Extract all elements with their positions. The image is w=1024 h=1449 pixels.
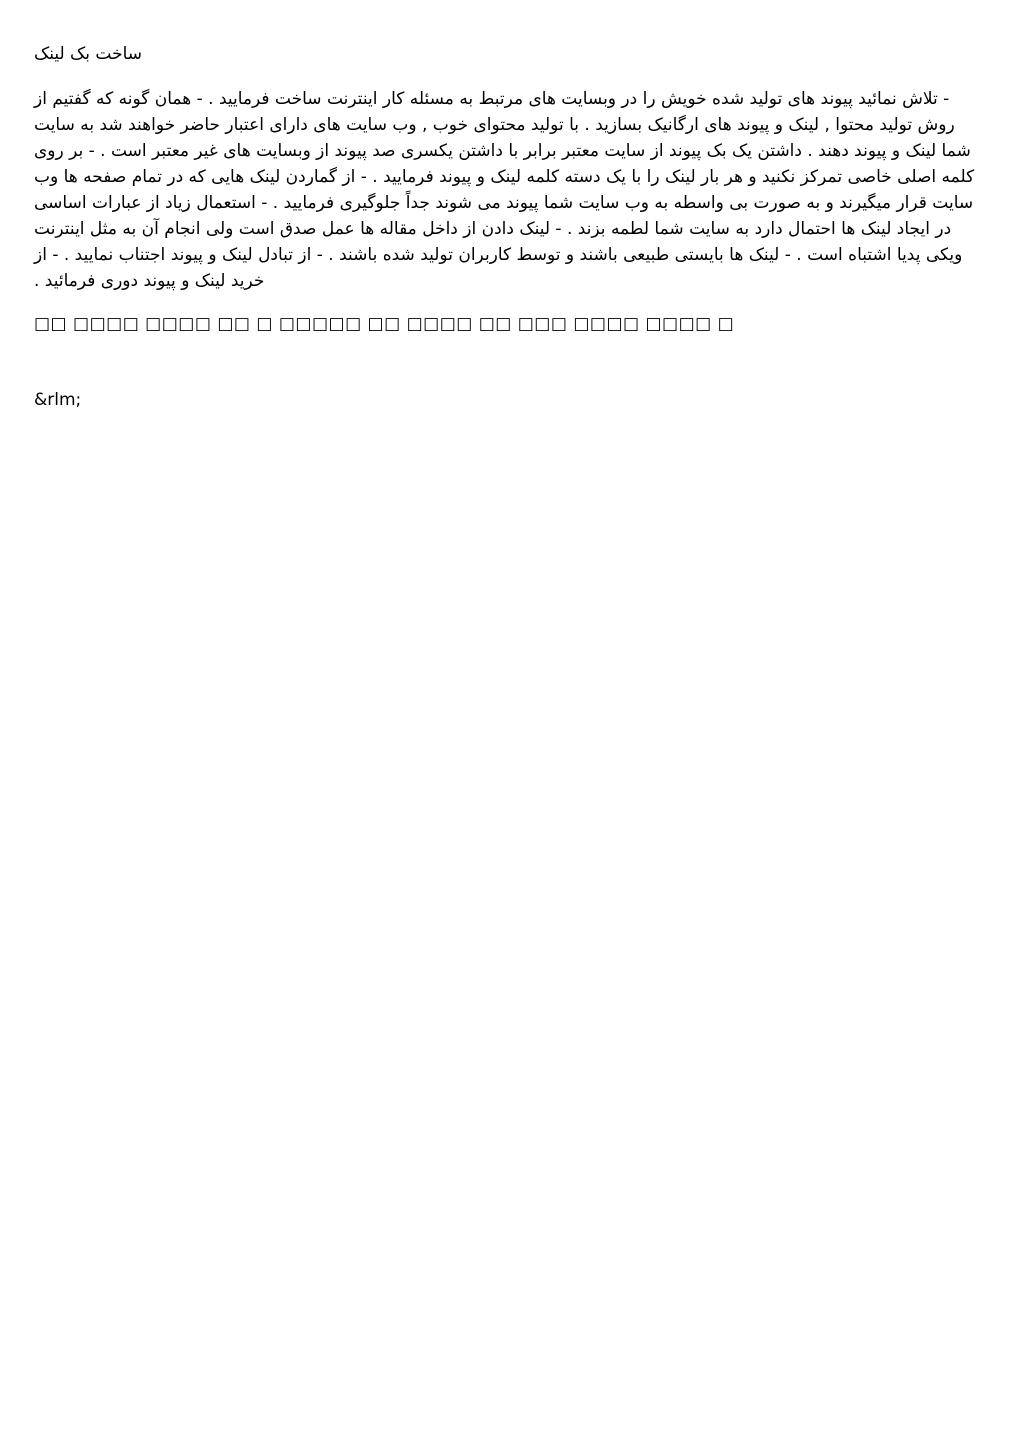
document-title: ساخت بک لینک [34, 44, 143, 64]
document-body-paragraph: - تلاش نمائید پیوند های تولید شده خویش را در وبسایت های مرتبط به مسئله کار اینترنت ساخت فرمایید . - همان گونه که گفتیم از روش تولید محتوا , لینک و پیوند های ارگانیک بسازید . با تولید محتوای خوب , وب سایت های دارای اعتبار حاضر خواهند شد به سایت شما لینک و پیوند دهند . داشتن یک بک پیوند از سایت معتبر برابر با داشتن یکسری صد پیوند از وبسایت های غیر معتبر است . - بر روی کلمه اصلی خاصی تمرکز نکنید و هر بار لینک را با یک دسته کلمه لینک و پیوند فرمایید . - از گماردن لینک هایی که در تمام صفحه ها وب سایت قرار میگیرند و به صورت بی واسطه به وب سایت شما پیوند می شوند جداً جلوگیری فرمایید . - استعمال زیاد از عبارات اساسی در ایجاد لینک ها احتمال دارد به سایت شما لطمه بزند . - لینک دادن از داخل مقاله ها عمل صدق است ولی انجام آن به مثل اینترنت ویکی پدیا اشتباه است . - لینک ها بایستی طبیعی باشند و توسط کاربران تولید شده باشند . - از تبادل لینک و پیوند اجتناب نمایید . - از خرید لینک و پیوند دوری فرمائید . [34, 89, 975, 291]
unrendered-text-line: □□ □□□□ □□□□ □□ □ □□□□□ □□ □□□□ □□ □□□ □□□□ □□□□ □ [34, 314, 735, 334]
rlm-entity-text: &rlm; [34, 390, 82, 410]
document-page [34, 42, 984, 412]
